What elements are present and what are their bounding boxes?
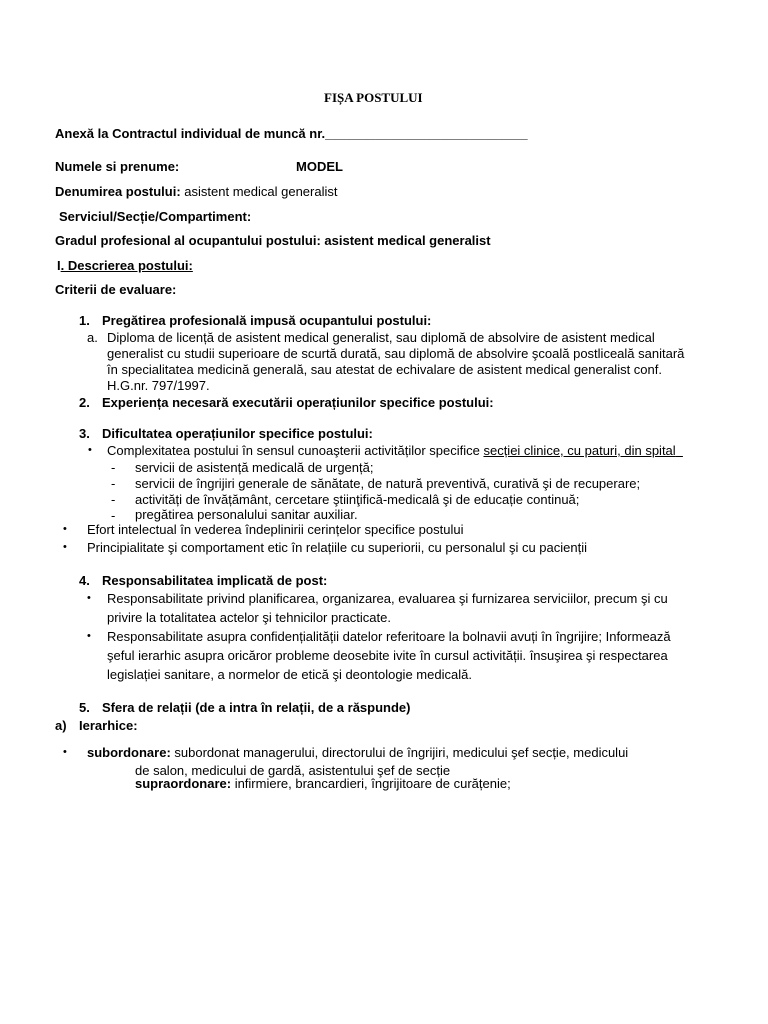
position-line (55, 184, 338, 200)
dash-glyph: - (111, 508, 116, 523)
bullet-glyph: • (87, 630, 91, 642)
criterion-5-heading: Sfera de relații (de a intra în relații, de a răspunde) (102, 700, 411, 715)
subordination-line-2: de salon, medicului de gardă, asistentului şef de secție (135, 763, 451, 778)
responsibility-line: şeful ierarhic asupra oricăror probleme deosebite ivite în cursul activității. însuşirea şi respectarea (107, 648, 668, 663)
section-label: . Descrierea postului: (60, 258, 193, 273)
criterion-3-heading: Dificultatea operațiunilor specifice postului: (102, 426, 373, 441)
name-label: Numele si prenume: (55, 159, 180, 174)
criterion-3-bullet-text: Complexitatea postului în sensul cunoaşterii activităților specifice (107, 443, 484, 458)
criterion-1-number: 1. (79, 313, 90, 328)
annex-line (55, 126, 528, 142)
criterion-3-number: 3. (79, 426, 90, 441)
dash-item: servicii de asistență medicală de urgență; (135, 460, 374, 475)
criterion-1-line-1: Diploma de licență de asistent medical generalist, sau diplomă de absolvire de asistent medical (107, 330, 655, 345)
position-label: Denumirea postului: (55, 184, 181, 199)
department-label: Serviciul/Secție/Compartiment: (59, 209, 252, 224)
bullet-glyph: • (87, 592, 91, 604)
responsibility-line: Responsabilitate privind planificarea, organizarea, evaluarea şi furnizarea serviciilor, precum şi cu (107, 591, 668, 606)
name-value: MODEL (296, 159, 343, 174)
dash-item: activități de învățământ, cercetare ştiinţifică-medicalâ şi de educație continuă; (135, 492, 580, 507)
responsibility-line: Responsabilitate asupra confidențialității datelor referitoare la bolnavii avuți în îngrijire; Informează (107, 629, 671, 644)
dash-item: servicii de îngrijiri generale de sănătate, de natură preventivă, curativă şi de recuperare; (135, 476, 641, 491)
annex-number-blank: ____________________________ (325, 126, 528, 141)
criteria-label: Criterii de evaluare: (55, 282, 177, 297)
outer-bullet-item: Principialitate şi comportament etic în relațiile cu superiorii, cu personalul şi cu pacienții (87, 540, 588, 555)
subordination-label: subordonare: (87, 745, 171, 760)
dash-glyph: - (111, 460, 116, 475)
responsibility-line: legislației sanitare, a normelor de etică şi deontologie medicală. (107, 667, 472, 682)
section-prefix: I (57, 258, 61, 273)
criterion-4-heading: Responsabilitatea implicată de post: (102, 573, 328, 588)
grade-line: Gradul profesional al ocupantului postului: asistent medical generalist (55, 233, 491, 248)
supraordination-text: infirmiere, brancardieri, îngrijitoare de curățenie; (231, 776, 511, 791)
criterion-4-number: 4. (79, 573, 90, 588)
bullet-glyph: • (63, 746, 67, 758)
subordination-line (87, 745, 628, 761)
criterion-3-bullet (107, 443, 683, 459)
criterion-1-line-2: generalist cu studii superioare de scurtă durată, sau diplomă de absolvire şcoală postliceală sanitară (107, 346, 685, 361)
page-title: FIȘA POSTULUI (324, 90, 423, 105)
criterion-2-heading: Experiența necesară executării operațiunilor specifice postului: (102, 395, 494, 410)
annex-label: Anexă la Contractul individual de muncă nr. (55, 126, 326, 141)
subordination-text: subordonat managerului, directorului de îngrijiri, medicului şef secție, medicului (170, 745, 629, 760)
outer-bullet-item: Efort intelectual în vederea îndeplinirii cerințelor specifice postului (87, 522, 464, 537)
criterion-1-line-3: în specialitatea medicină generală, sau atestat de echivalare de asistent medical generalist conf. (107, 362, 662, 377)
supraordination-line (135, 776, 511, 792)
criterion-5-sub-marker: a) (55, 718, 67, 733)
criterion-5-number: 5. (79, 700, 90, 715)
criterion-1-line-4: H.G.nr. 797/1997. (107, 378, 210, 393)
responsibility-line: privire la totalitatea actelor şi tehnicilor practicate. (107, 610, 391, 625)
criterion-2-number: 2. (79, 395, 90, 410)
bullet-glyph: • (63, 541, 67, 553)
section-heading (57, 258, 193, 274)
dash-glyph: - (111, 476, 116, 491)
criterion-1-heading: Pregătirea profesională impusă ocupantului postului: (102, 313, 432, 328)
criterion-1-item-marker: a. (87, 330, 98, 345)
position-value: asistent medical generalist (180, 184, 338, 199)
bullet-glyph: • (63, 523, 67, 535)
dash-item: pregătirea personalului sanitar auxiliar. (135, 507, 358, 522)
supraordination-label: supraordonare: (135, 776, 232, 791)
bullet-glyph: • (88, 444, 92, 456)
criterion-3-bullet-underlined: secției clinice, cu paturi, din spital (483, 443, 676, 458)
dash-glyph: - (111, 492, 116, 507)
criterion-5-sub-heading: Ierarhice: (79, 718, 138, 733)
